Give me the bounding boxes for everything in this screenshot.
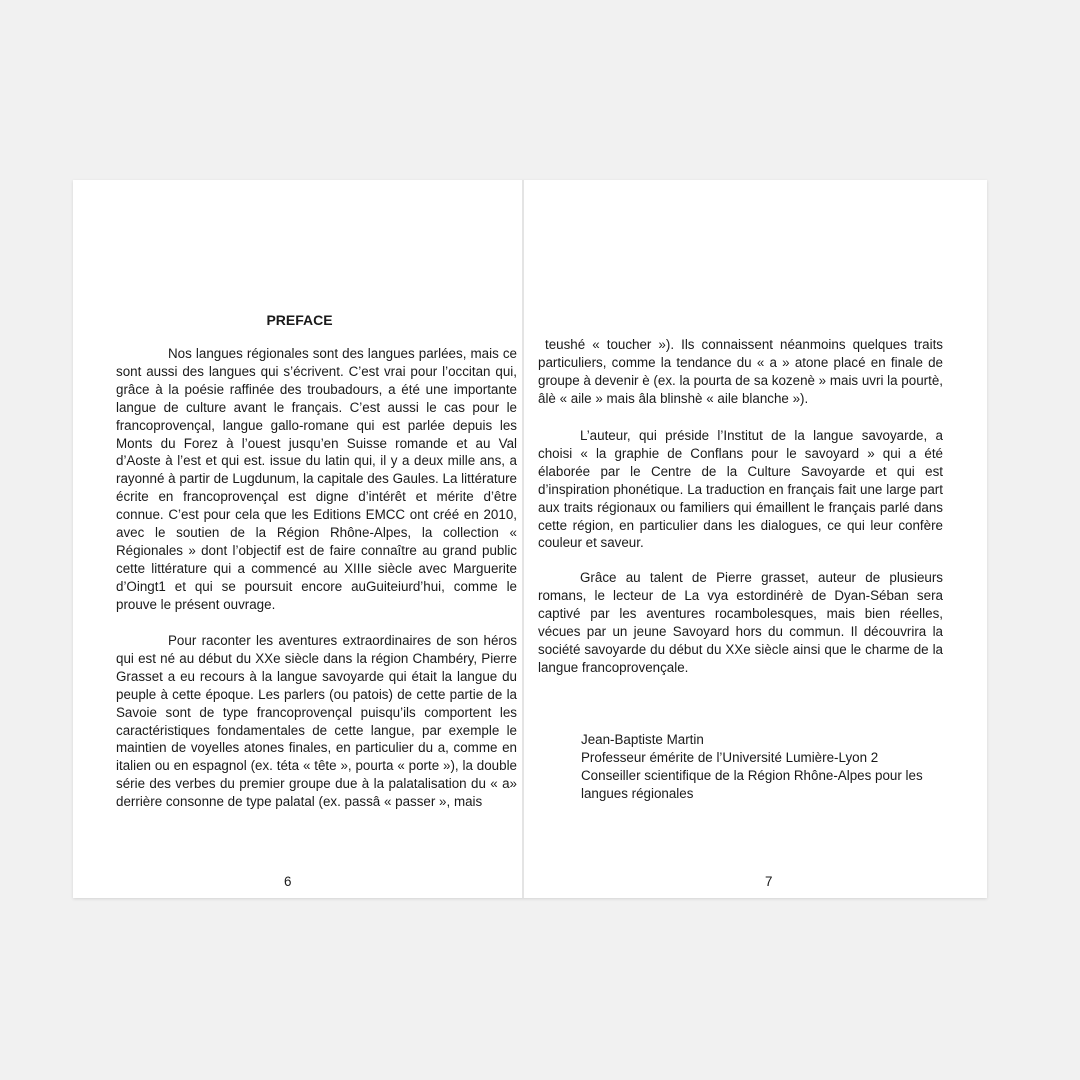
book-spread (73, 180, 987, 898)
paragraph-4: L’auteur, qui préside l’Institut de la langue savoyarde, a choisi « la graphie de Conflans pour le savoyard » qui a été élaborée par le Centre de la Culture Savoyarde et qui est d’inspiration phonétique. La traduction en français fait une large part aux traits régionaux ou familiers qui émaillent le français parlé dans cette région, en particulier dans les dialogues, ce qui leur confère couleur et saveur. (538, 428, 943, 551)
paragraph-1: Nos langues régionales sont des langues parlées, mais ce sont aussi des langues qui s’écrivent. C’est vrai pour l’occitan qui, grâce à la poésie raffinée des troubadours, a été une importante langue de culture avant le français. C’est aussi le cas pour le francoprovençal, langue gallo-romane qui est parlée depuis les Monts du Forez à l’ouest jusqu’en Suisse romande et au Val d’Aoste à l’est et qui est. issue du latin qui, il y a deux mille ans, a rayonné à partir de Lugdunum, la capitale des Gaules. La littérature écrite en francoprovençal est digne d’intérêt et mérite d’être connue. C’est pour cela que les Editions EMCC ont créé en 2010, avec le soutien de la Région Rhône-Alpes, la collection « Régionales » dont l’objectif est de faire connaître au grand public cette littérature qui a commencé au XIIIe siècle avec Marguerite d’Oingt1 et qui se poursuit encore auGuiteiurd’hui, comme le prouve le présent ouvrage. (116, 346, 517, 612)
right-page (524, 180, 987, 898)
left-page (73, 180, 522, 898)
signature-block (581, 731, 923, 803)
page-number-right: 7 (765, 874, 773, 889)
page-title: PREFACE (266, 312, 333, 328)
author-name: Jean-Baptiste Martin (581, 732, 704, 747)
author-title-3: langues régionales (581, 785, 694, 801)
author-title-2: Conseiller scientifique de la Région Rhône-Alpes pour les (581, 767, 923, 783)
page-number-left: 6 (284, 874, 292, 889)
paragraph-3: teushé « toucher »). Ils connaissent néanmoins quelques traits particuliers, comme la tendance du « a » atone placé en finale de groupe à devenir è (ex. la pourta de sa kozenè » mais uvri la pourtè, âlè « aile » mais âla blinshè « aile blanche »). (538, 337, 943, 406)
author-title-1: Professeur émérite de l’Université Lumière-Lyon 2 (581, 749, 879, 765)
paragraph-5: Grâce au talent de Pierre grasset, auteur de plusieurs romans, le lecteur de La vya estordinérè de Dyan-Séban sera captivé par les aventures rocambolesques, mais bien réelles, vécues par un jeune Savoyard hors du commun. Il découvrira la société savoyarde du début du XXe siècle ainsi que le charme de la langue francoprovençale. (538, 570, 943, 675)
paragraph-2: Pour raconter les aventures extraordinaires de son héros qui est né au début du XXe siècle dans la région Chambéry, Pierre Grasset a eu recours à la langue savoyarde qui était la langue du peuple à cette époque. Les parlers (ou patois) de cette partie de la Savoie sont de type francoprovençal puisqu’ils comportent les caractéristiques fondamentales de cette langue, par exemple le maintien de voyelles atones finales, en particulier du a, comme en italien ou en espagnol (ex. téta « tête », pourta « porte »), la double série des verbes du premier groupe due à la palatalisation du « a» derrière consonne de type palatal (ex. passâ « passer », mais (116, 633, 517, 810)
